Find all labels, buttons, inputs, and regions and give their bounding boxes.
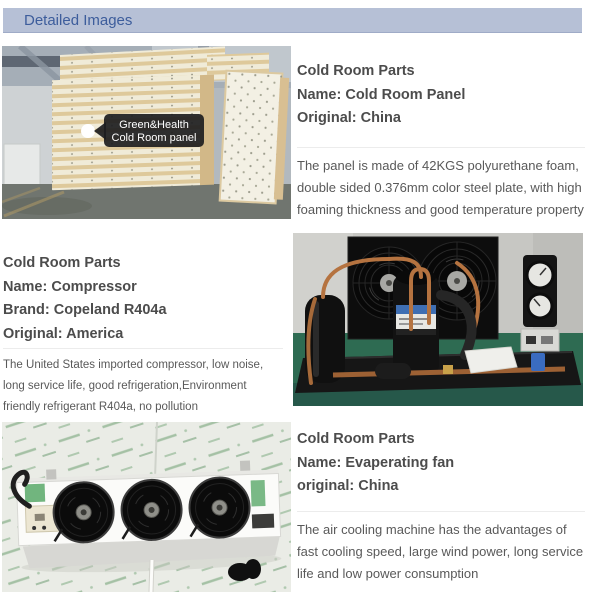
- evaporating-fan-photo-svg: [2, 422, 291, 592]
- fan-2: [121, 479, 183, 541]
- evaporating-fan-photo: [2, 422, 291, 592]
- blue-connector: [531, 353, 545, 371]
- panel-label-marker-dot[interactable]: [81, 124, 95, 138]
- panel-info: [297, 60, 585, 221]
- panel-label-line2: Cold Room panel: [111, 132, 197, 144]
- fan-3: [189, 477, 251, 539]
- panel-label-line1: Green&Health: [119, 119, 189, 131]
- fan-heading-title: Cold Room Parts: [297, 431, 415, 447]
- section-title: Detailed Images: [24, 11, 133, 29]
- cold-room-panel-photo: [2, 46, 291, 219]
- compressor-heading-title: Cold Room Parts: [3, 255, 121, 271]
- divider: [297, 511, 585, 512]
- compressor-heading-brand: Brand: Copeland R404a: [3, 302, 167, 318]
- brand-sticker-left: [25, 484, 46, 503]
- compressor-photo-svg: [293, 233, 583, 406]
- spec-label: [252, 514, 274, 529]
- compressor-body: [393, 269, 439, 375]
- divider: [3, 348, 283, 349]
- brand-sticker-right: [251, 480, 266, 506]
- panel-heading-title: Cold Room Parts: [297, 63, 415, 79]
- fan-heading-origin: original: China: [297, 478, 399, 494]
- fan-1: [53, 481, 115, 543]
- compressor-heading-origin: Original: America: [3, 325, 124, 342]
- panel-heading-name: Name: Cold Room Panel: [297, 86, 466, 103]
- panel-heading-origin: Original: China: [297, 110, 401, 126]
- compressor-description: The United States imported compressor, low noise, long service life, good refrigeration,Environment friendly refrigerant R404a, no pollution: [3, 359, 264, 413]
- divider: [297, 147, 585, 148]
- compressor-heading-name: Name: Compressor: [3, 278, 137, 295]
- panel-description: The panel is made of 42KGS polyurethane foam, double sided 0.376mm color steel plate, with high foaming thickness and good temperature property: [297, 157, 584, 217]
- pressure-gauges: [523, 255, 557, 327]
- compressor-info: [3, 252, 283, 418]
- fan-description: The air cooling machine has the advantages of fast cooling speed, large wind power, long service life and low power consumption: [297, 521, 584, 581]
- fan-info: [297, 428, 585, 585]
- cold-room-panel-photo-svg: [2, 46, 291, 219]
- compressor-photo: [293, 233, 583, 406]
- fan-heading-name: Name: Evaperating fan: [297, 454, 455, 471]
- section-header: [3, 8, 582, 33]
